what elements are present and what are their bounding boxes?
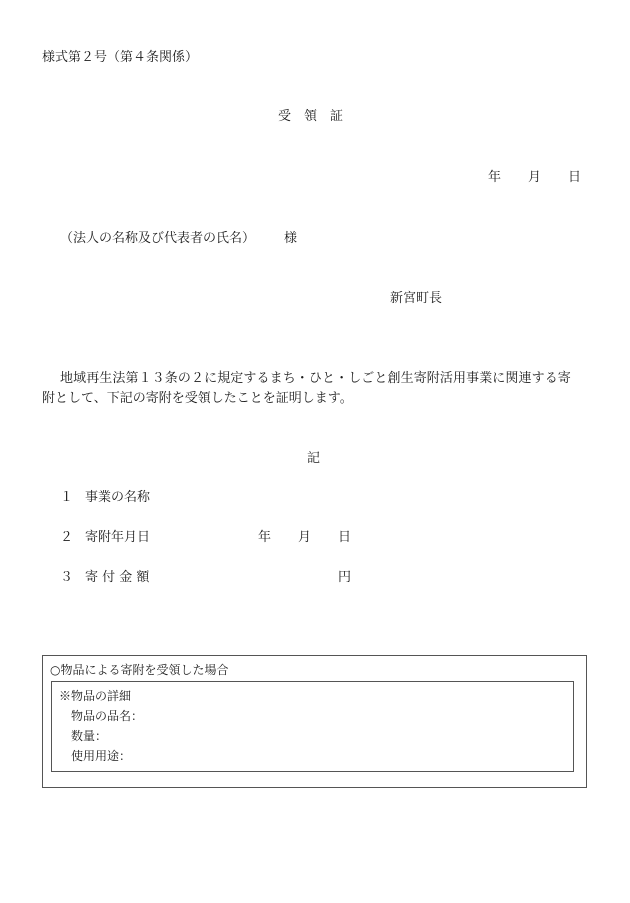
item-label-donation-date: 寄附年月日 [85, 530, 151, 545]
goods-field-purpose: 使用用途： [71, 749, 132, 763]
donation-date-month-label: 月 [298, 530, 312, 545]
recipient-honorific: 様 [284, 231, 298, 246]
date-year-label: 年 [488, 170, 502, 185]
recipient-name-placeholder: （法人の名称及び代表者の氏名） [60, 231, 256, 246]
item-number: ２ [60, 530, 74, 545]
date-month-label: 月 [528, 170, 542, 185]
item-label-donation-amount: 寄 付 金 額 [85, 570, 150, 585]
goods-field-item-name: 物品の品名： [71, 709, 144, 723]
goods-field-quantity: 数量： [71, 729, 108, 743]
item-number: ３ [60, 570, 74, 585]
donation-amount-unit: 円 [338, 570, 352, 585]
date-day-label: 日 [568, 170, 582, 185]
item-label-project-name: 事業の名称 [85, 490, 151, 505]
goods-detail-heading: ※物品の詳細 [59, 689, 132, 703]
body-text-line2: 附として、下記の寄附を受領したことを証明します。 [42, 391, 353, 406]
form-number: 様式第２号（第４条関係） [42, 50, 199, 65]
document-title: 受 領 証 [278, 109, 344, 124]
note-heading: 記 [307, 451, 321, 466]
donation-date-year-label: 年 [258, 530, 272, 545]
body-text-line1: 地域再生法第１３条の２に規定するまち・ひと・しごと創生寄附活用事業に関連する寄 [60, 371, 571, 386]
goods-box-heading: ○物品による寄附を受領した場合 [50, 663, 229, 677]
issuer-name: 新宮町長 [390, 291, 443, 306]
donation-date-day-label: 日 [338, 530, 352, 545]
item-number: １ [60, 490, 74, 505]
